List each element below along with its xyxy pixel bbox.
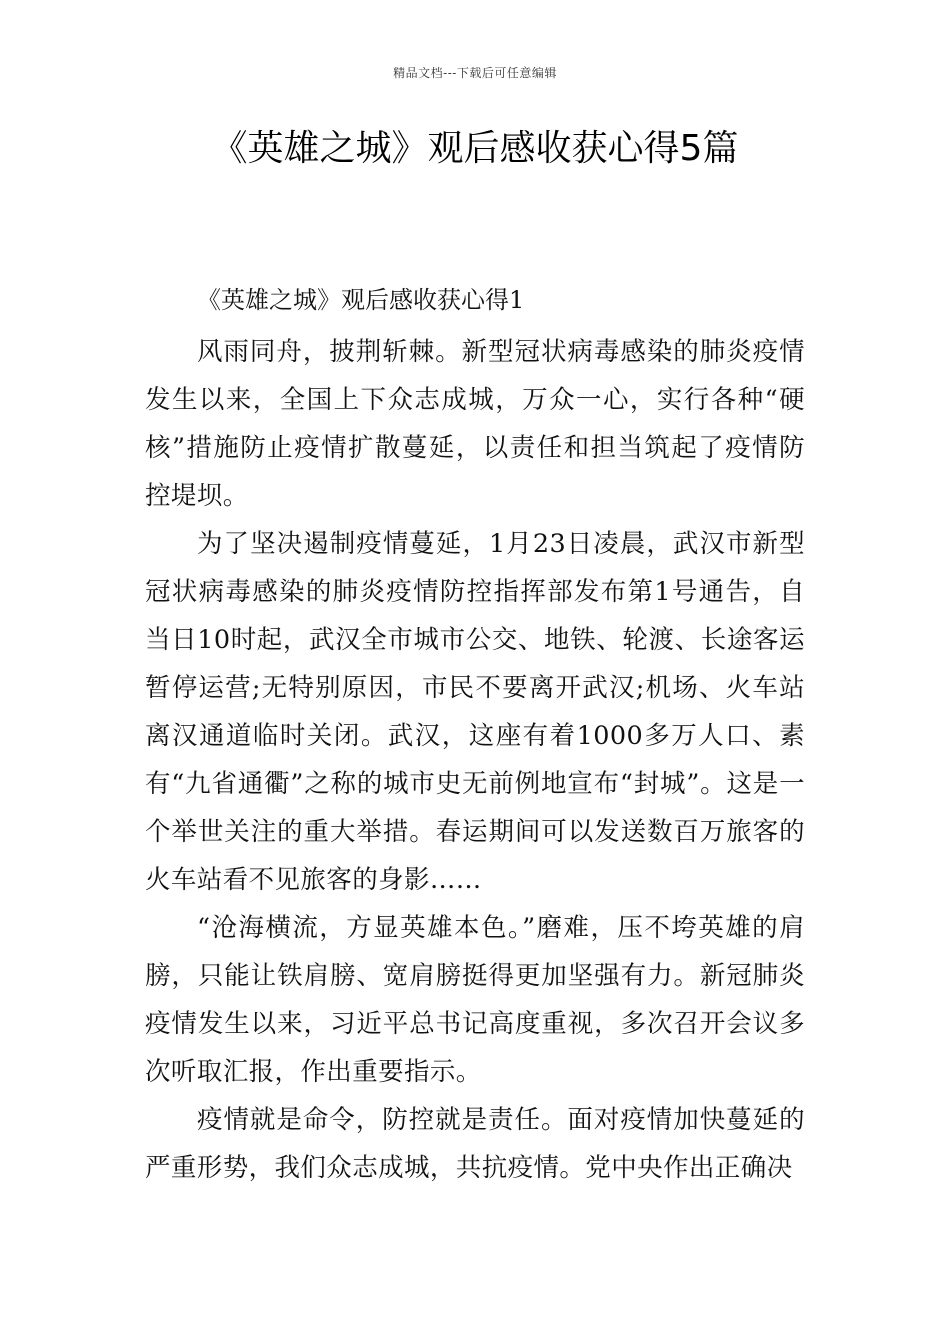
section-title: 《英雄之城》观后感收获心得1 [197, 286, 525, 314]
document-body [145, 276, 805, 1192]
paragraph-2: 为了坚决遏制疫情蔓延，1月23日凌晨，武汉市新型冠状病毒感染的肺炎疫情防控指挥部发布第1号通告，自当日10时起，武汉全市城市公交、地铁、轮渡、长途客运暂停运营;无特别原因，市民不要离开武汉;机场、火车站离汉通道临时关闭。武汉，这座有着1000多万人口、素有“九省通衢”之称的城市史无前例地宣布“封城”。这是一个举世关注的重大举措。春运期间可以发送数百万旅客的火车站看不见旅客的身影…… [145, 529, 805, 895]
header-note: 精品文档---下载后可任意编辑 [393, 66, 557, 80]
paragraph-3: “沧海横流，方显英雄本色。”磨难，压不垮英雄的肩膀，只能让铁肩膀、宽肩膀挺得更加坚强有力。新冠肺炎疫情发生以来，习近平总书记高度重视，多次召开会议多次听取汇报，作出重要指示。 [145, 913, 805, 1087]
document-title: 《英雄之城》观后感收获心得5篇 [211, 128, 739, 169]
paragraph-4: 疫情就是命令，防控就是责任。面对疫情加快蔓延的严重形势，我们众志成城，共抗疫情。党中央作出正确决 [145, 1105, 805, 1183]
paragraph-1: 风雨同舟，披荆斩棘。新型冠状病毒感染的肺炎疫情发生以来，全国上下众志成城，万众一心，实行各种“硬核”措施防止疫情扩散蔓延，以责任和担当筑起了疫情防控堤坝。 [145, 337, 805, 511]
